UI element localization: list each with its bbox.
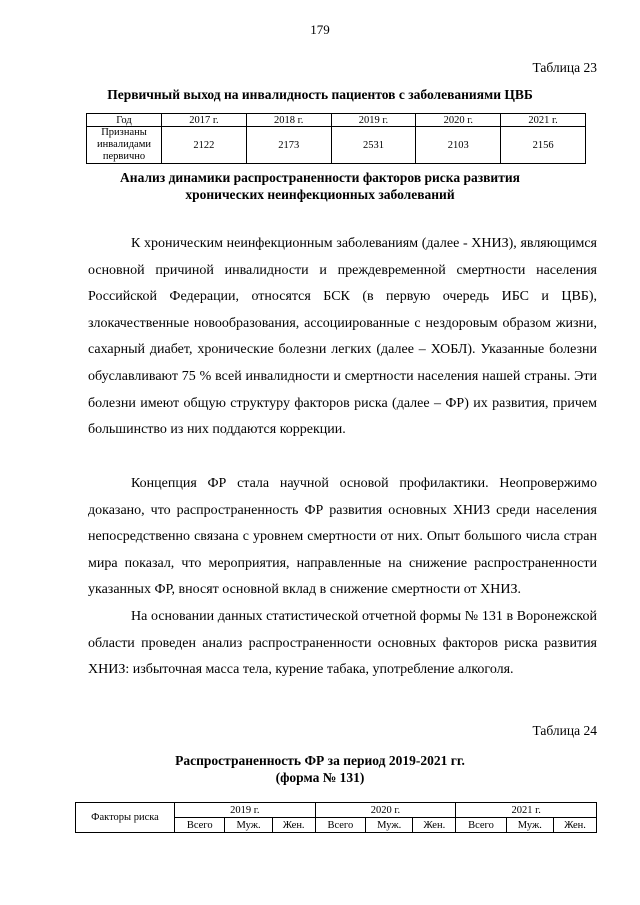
table23-header-year: Год [87, 114, 162, 127]
table24-subheader: Жен. [272, 818, 315, 833]
table24-subheader: Муж. [225, 818, 272, 833]
table23-year-header: 2017 г. [162, 114, 247, 127]
table24-year-header: 2021 г. [456, 803, 597, 818]
table23 [86, 113, 586, 164]
table23-year-header: 2020 г. [416, 114, 501, 127]
table23-value: 2103 [416, 127, 501, 164]
table24-first-col-header: Факторы риска [76, 803, 175, 833]
table23-value: 2531 [331, 127, 416, 164]
table24-subheader: Жен. [553, 818, 596, 833]
table24 [75, 802, 597, 833]
table24-subheader: Муж. [366, 818, 413, 833]
table24-subheader: Всего [456, 818, 506, 833]
page-number: 179 [310, 22, 330, 37]
paragraph: Концепция ФР стала научной основой профилактики. Неопровержимо доказано, что распространенность ФР развития основных ХНИЗ среди населения непосредственно связана с уровнем смертности от них. Опыт большого числа стран мира показал, что мероприятия, направленные на снижение распространенности указанных ФР, вносят основной вклад в снижение смертности от ХНИЗ. [88, 476, 597, 598]
table24-title-line1: Распространенность ФР за период 2019-2021 гг. [175, 753, 465, 768]
table23-value: 2122 [162, 127, 247, 164]
table23-value: 2173 [246, 127, 331, 164]
section-title-line2: хронических неинфекционных заболеваний [185, 187, 455, 202]
paragraph: На основании данных статистической отчетной формы № 131 в Воронежской области проведен анализ распространенности основных факторов риска развития ХНИЗ: избыточная масса тела, курение табака, употребление алкоголя. [88, 609, 597, 678]
table24-subheader: Жен. [413, 818, 456, 833]
table24-title-line2: (форма № 131) [275, 770, 365, 785]
table23-year-header: 2021 г. [501, 114, 586, 127]
table24-subheader: Всего [315, 818, 365, 833]
table23-value: 2156 [501, 127, 586, 164]
table24-year-header: 2020 г. [315, 803, 456, 818]
section-title-line1: Анализ динамики распространенности факторов риска развития [120, 170, 520, 185]
table23-year-header: 2018 г. [246, 114, 331, 127]
table24-subheader: Всего [175, 818, 225, 833]
table23-title: Первичный выход на инвалидность пациентов с заболеваниями ЦВБ [107, 87, 533, 102]
paragraph: К хроническим неинфекционным заболеваниям (далее - ХНИЗ), являющимся основной причиной инвалидности и преждевременной смертности населения Российской Федерации, относятся БСК (в первую очередь ИБС и ЦВБ), злокачественные новообразования, ассоциированные с нездоровым образом жизни, сахарный диабет, хронические болезни легких (далее – ХОБЛ). Указанные болезни обуславливают 75 % всей инвалидности и смертности населения нашей страны. Эти болезни имеют общую структуру факторов риска (далее – ФР) их развития, причем большинство из них поддаются коррекции. [88, 236, 597, 438]
table23-row-label: Признаны инвалидами первично [87, 127, 162, 164]
table23-label: Таблица 23 [532, 60, 597, 75]
table24-label: Таблица 24 [532, 723, 597, 738]
table24-subheader: Муж. [506, 818, 553, 833]
table23-year-header: 2019 г. [331, 114, 416, 127]
table24-year-header: 2019 г. [175, 803, 316, 818]
